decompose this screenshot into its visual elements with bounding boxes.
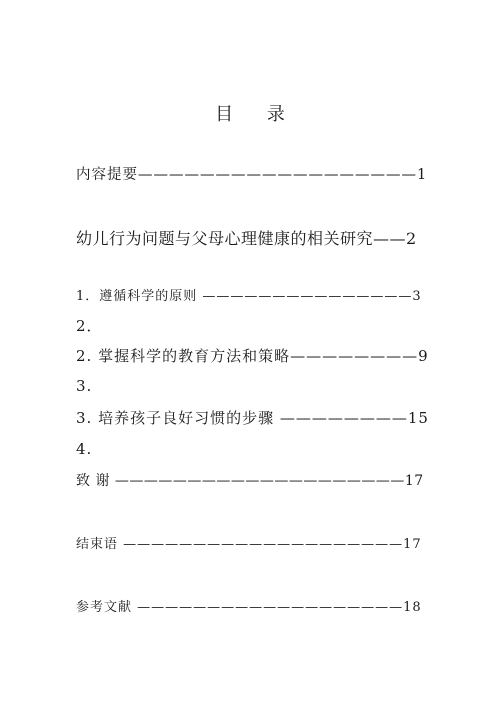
toc-entry-2: 2. 掌握科学的教育方法和策略————————9: [76, 347, 429, 365]
toc-entry-abstract: 内容提要——————————————————1: [76, 167, 428, 183]
toc-entry-references: 参考文献 ———————————————————18: [76, 600, 422, 615]
toc-entry-3: 3. 培养孩子良好习惯的步骤 ————————15: [76, 409, 429, 427]
toc-number-2: 2．: [76, 317, 103, 335]
toc-number-3: 3.: [76, 377, 93, 395]
toc-number-4: 4.: [76, 440, 93, 458]
page-title: 目 录: [215, 104, 299, 125]
toc-entry-thanks: 致 谢 ————————————————————17: [76, 473, 424, 489]
toc-entry-main-title: 幼儿行为问题与父母心理健康的相关研究——2: [76, 229, 417, 248]
toc-entry-1: 1．遵循科学的原则 ———————————————3: [76, 289, 422, 304]
toc-entry-conclusion: 结束语 ————————————————————17: [76, 537, 422, 552]
